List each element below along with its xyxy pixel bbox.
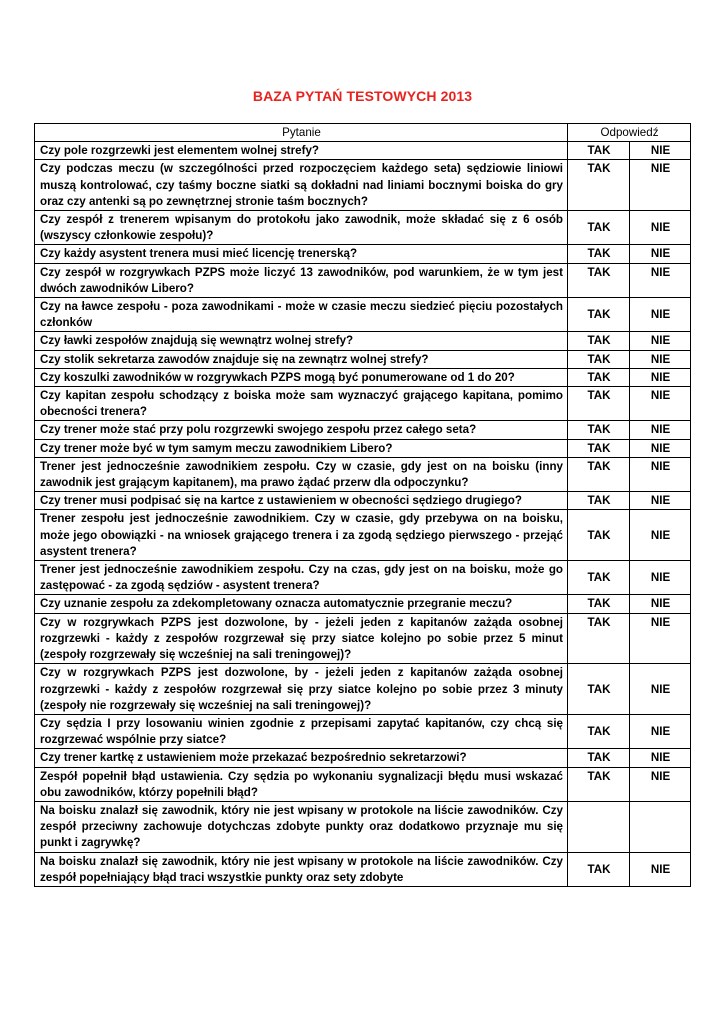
answer-nie-cell: NIE	[630, 767, 691, 801]
table-row	[35, 664, 691, 715]
answer-nie-cell: NIE	[630, 664, 691, 715]
answer-nie-cell: NIE	[630, 613, 691, 664]
answer-tak-cell: TAK	[568, 510, 630, 561]
answer-nie-cell	[630, 801, 691, 852]
answer-tak-cell: TAK	[568, 595, 630, 613]
table-row	[35, 749, 691, 767]
question-cell: Na boisku znalazł się zawodnik, który nie jest wpisany w protokole na liście zawodników. Czy zespół przeciwny zachowuje dotychczas zdobyte punkty oraz dodatkowo przyznaje mu się punkt i zagrywkę?	[35, 801, 568, 852]
answer-tak-cell: TAK	[568, 387, 630, 421]
answer-nie-cell: NIE	[630, 561, 691, 595]
answer-tak-cell: TAK	[568, 160, 630, 211]
answer-tak-cell: TAK	[568, 245, 630, 263]
answer-nie-cell: NIE	[630, 142, 691, 160]
table-row	[35, 801, 691, 852]
answer-nie-cell: NIE	[630, 421, 691, 439]
question-cell: Czy pole rozgrzewki jest elementem wolnej strefy?	[35, 142, 568, 160]
answer-nie-cell: NIE	[630, 263, 691, 297]
answer-tak-cell: TAK	[568, 767, 630, 801]
answer-tak-cell	[568, 801, 630, 852]
question-cell: Czy w rozgrywkach PZPS jest dozwolone, by - jeżeli jeden z kapitanów zażąda osobnej rozgrzewki - każdy z zespołów rozgrzewał się przy siatce kolejno po sobie przez 3 minuty (zespoły nie rozgrzewały się wcześniej na sali treningowej)?	[35, 664, 568, 715]
question-cell: Czy w rozgrywkach PZPS jest dozwolone, by - jeżeli jeden z kapitanów zażąda osobnej rozgrzewki - każdy z zespołów rozgrzewał się przy siatce kolejno po sobie przez 5 minut (zespoły rozgrzewały się wcześniej na sali treningowej)?	[35, 613, 568, 664]
table-row	[35, 595, 691, 613]
answer-tak-cell: TAK	[568, 368, 630, 386]
page-title: BAZA PYTAŃ TESTOWYCH 2013	[252, 88, 473, 104]
question-column-header: Pytanie	[35, 124, 568, 142]
table-row	[35, 263, 691, 297]
answer-tak-cell: TAK	[568, 852, 630, 886]
answer-tak-cell: TAK	[568, 561, 630, 595]
answer-tak-cell: TAK	[568, 350, 630, 368]
question-cell: Czy trener musi podpisać się na kartce z ustawieniem w obecności sędziego drugiego?	[35, 492, 568, 510]
answer-tak-cell: TAK	[568, 492, 630, 510]
answer-tak-cell: TAK	[568, 211, 630, 245]
answer-tak-cell: TAK	[568, 263, 630, 297]
question-cell: Czy koszulki zawodników w rozgrywkach PZPS mogą być ponumerowane od 1 do 20?	[35, 368, 568, 386]
answer-nie-cell: NIE	[630, 749, 691, 767]
table-row	[35, 211, 691, 245]
question-cell: Czy sędzia I przy losowaniu winien zgodnie z przepisami zapytać kapitanów, czy chcą się rozgrzewać wspólnie przy siatce?	[35, 714, 568, 748]
answer-nie-cell: NIE	[630, 457, 691, 491]
answer-tak-cell: TAK	[568, 298, 630, 332]
question-cell: Czy trener może być w tym samym meczu zawodnikiem Libero?	[35, 439, 568, 457]
table-row	[35, 767, 691, 801]
answer-tak-cell: TAK	[568, 664, 630, 715]
question-cell: Czy podczas meczu (w szczególności przed rozpoczęciem każdego seta) sędziowie liniowi muszą kontrolować, czy taśmy boczne siatki są dokładni nad liniami bocznymi boiska do gry oraz czy antenki są po zewnętrznej stronie taśm bocznych?	[35, 160, 568, 211]
table-row	[35, 492, 691, 510]
question-cell: Trener jest jednocześnie zawodnikiem zespołu. Czy w czasie, gdy jest on na boisku (inny zawodnik jest grającym kapitanem), ma prawo żądać przerw dla odpoczynku?	[35, 457, 568, 491]
table-row	[35, 561, 691, 595]
answer-column-header: Odpowiedź	[568, 124, 691, 142]
questions-table	[34, 123, 691, 887]
table-row	[35, 142, 691, 160]
answer-tak-cell: TAK	[568, 439, 630, 457]
answer-tak-cell: TAK	[568, 421, 630, 439]
table-header-row	[35, 124, 691, 142]
question-cell: Czy na ławce zespołu - poza zawodnikami - może w czasie meczu siedzieć pięciu pozostałych członków	[35, 298, 568, 332]
table-row	[35, 332, 691, 350]
table-row	[35, 439, 691, 457]
answer-nie-cell: NIE	[630, 387, 691, 421]
answer-nie-cell: NIE	[630, 439, 691, 457]
answer-nie-cell: NIE	[630, 298, 691, 332]
table-row	[35, 852, 691, 886]
table-row	[35, 457, 691, 491]
question-cell: Trener jest jednocześnie zawodnikiem zespołu. Czy na czas, gdy jest on na boisku, może go zastępować - za zgodą sędziów - asystent trenera?	[35, 561, 568, 595]
question-cell: Czy trener kartkę z ustawieniem może przekazać bezpośrednio sekretarzowi?	[35, 749, 568, 767]
answer-nie-cell: NIE	[630, 852, 691, 886]
question-cell: Na boisku znalazł się zawodnik, który nie jest wpisany w protokole na liście zawodników. Czy zespół popełniający błąd traci wszystkie punkty oraz sety zdobyte	[35, 852, 568, 886]
answer-nie-cell: NIE	[630, 332, 691, 350]
question-cell: Czy stolik sekretarza zawodów znajduje się na zewnątrz wolnej strefy?	[35, 350, 568, 368]
table-row	[35, 387, 691, 421]
table-row	[35, 298, 691, 332]
answer-tak-cell: TAK	[568, 332, 630, 350]
question-cell: Czy każdy asystent trenera musi mieć licencję trenerską?	[35, 245, 568, 263]
question-cell: Czy zespół w rozgrywkach PZPS może liczyć 13 zawodników, pod warunkiem, że w tym jest dwóch zawodników Libero?	[35, 263, 568, 297]
question-cell: Czy uznanie zespołu za zdekompletowany oznacza automatycznie przegranie meczu?	[35, 595, 568, 613]
table-row	[35, 350, 691, 368]
table-row	[35, 421, 691, 439]
table-row	[35, 510, 691, 561]
question-cell: Zespół popełnił błąd ustawienia. Czy sędzia po wykonaniu sygnalizacji błędu musi wskazać obu zawodników, którzy popełnili błąd?	[35, 767, 568, 801]
answer-tak-cell: TAK	[568, 749, 630, 767]
table-row	[35, 714, 691, 748]
answer-nie-cell: NIE	[630, 368, 691, 386]
answer-nie-cell: NIE	[630, 595, 691, 613]
answer-nie-cell: NIE	[630, 492, 691, 510]
answer-tak-cell: TAK	[568, 613, 630, 664]
answer-nie-cell: NIE	[630, 245, 691, 263]
question-cell: Czy zespół z trenerem wpisanym do protokołu jako zawodnik, może składać się z 6 osób (wszyscy członkowie zespołu)?	[35, 211, 568, 245]
question-cell: Trener zespołu jest jednocześnie zawodnikiem. Czy w czasie, gdy przebywa on na boisku, może jego obowiązki - na wniosek grającego trenera i za zgodą sędziego pierwszego - przejąć asystent trenera?	[35, 510, 568, 561]
table-row	[35, 368, 691, 386]
answer-nie-cell: NIE	[630, 160, 691, 211]
table-row	[35, 245, 691, 263]
question-cell: Czy ławki zespołów znajdują się wewnątrz wolnej strefy?	[35, 332, 568, 350]
answer-nie-cell: NIE	[630, 350, 691, 368]
table-row	[35, 613, 691, 664]
table-row	[35, 160, 691, 211]
question-cell: Czy trener może stać przy polu rozgrzewki swojego zespołu przez całego seta?	[35, 421, 568, 439]
answer-tak-cell: TAK	[568, 714, 630, 748]
answer-nie-cell: NIE	[630, 510, 691, 561]
question-cell: Czy kapitan zespołu schodzący z boiska może sam wyznaczyć grającego kapitana, pomimo obecności trenera?	[35, 387, 568, 421]
answer-tak-cell: TAK	[568, 142, 630, 160]
answer-nie-cell: NIE	[630, 714, 691, 748]
answer-nie-cell: NIE	[630, 211, 691, 245]
answer-tak-cell: TAK	[568, 457, 630, 491]
